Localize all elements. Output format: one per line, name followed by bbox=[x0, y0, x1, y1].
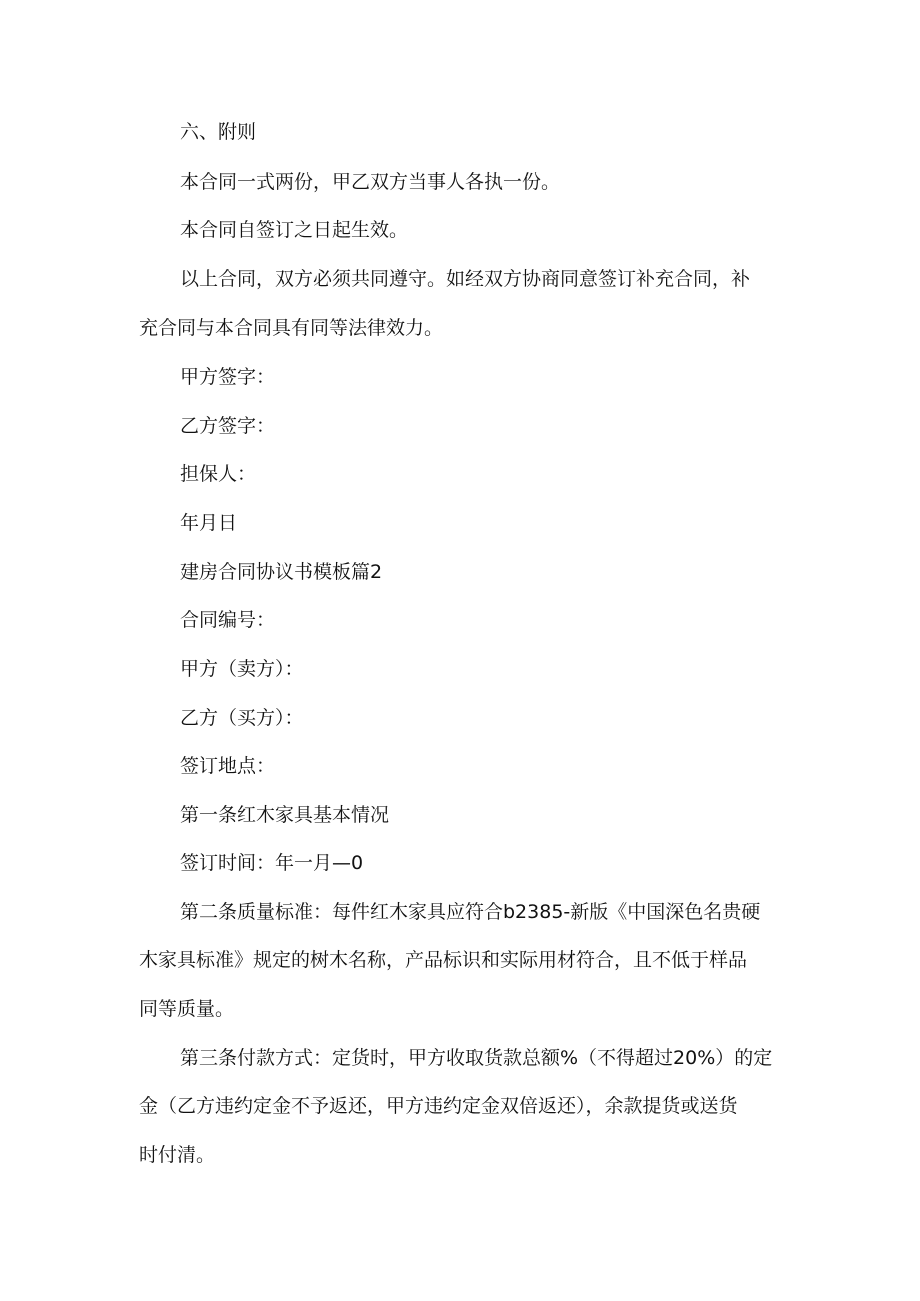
paragraph-copies: 本合同一式两份，甲乙双方当事人各执一份。 bbox=[180, 171, 561, 193]
paragraph-compliance-line2: 充合同与本合同具有同等法律效力。 bbox=[139, 317, 444, 339]
party-b-signature-label: 乙方签字： bbox=[180, 415, 276, 437]
paragraph-compliance-line1: 以上合同，双方必须共同遵守。如经双方协商同意签订补充合同，补 bbox=[180, 268, 751, 290]
paragraph-effective: 本合同自签订之日起生效。 bbox=[180, 219, 409, 241]
party-a-signature-label: 甲方签字： bbox=[180, 366, 276, 388]
signing-place-label: 签订地点： bbox=[180, 755, 276, 777]
template-title: 建房合同协议书模板篇2 bbox=[180, 561, 383, 583]
buyer-label: 乙方（买方）： bbox=[180, 707, 304, 729]
article-two-line2: 木家具标准》规定的树木名称，产品标识和实际用材符合，且不低于样品 bbox=[139, 949, 748, 971]
section-heading-appendix: 六、附则 bbox=[180, 121, 257, 143]
article-two-line3: 同等质量。 bbox=[139, 998, 235, 1020]
article-two-line1: 第二条质量标准：每件红木家具应符合b2385-新版《中国深色名贵硬 bbox=[180, 901, 761, 923]
guarantor-label: 担保人： bbox=[180, 463, 257, 485]
date-label: 年月日 bbox=[180, 512, 238, 534]
article-three-line3: 时付清。 bbox=[139, 1144, 216, 1166]
signing-time-label: 签订时间：年一月—0 bbox=[180, 852, 364, 874]
contract-number-label: 合同编号： bbox=[180, 609, 276, 631]
seller-label: 甲方（卖方）： bbox=[180, 658, 304, 680]
article-three-line1: 第三条付款方式：定货时，甲方收取货款总额%（不得超过20%）的定 bbox=[180, 1047, 773, 1069]
article-three-line2: 金（乙方违约定金不予返还，甲方违约定金双倍返还），余款提货或送货 bbox=[139, 1095, 738, 1117]
article-one-heading: 第一条红木家具基本情况 bbox=[180, 804, 390, 826]
